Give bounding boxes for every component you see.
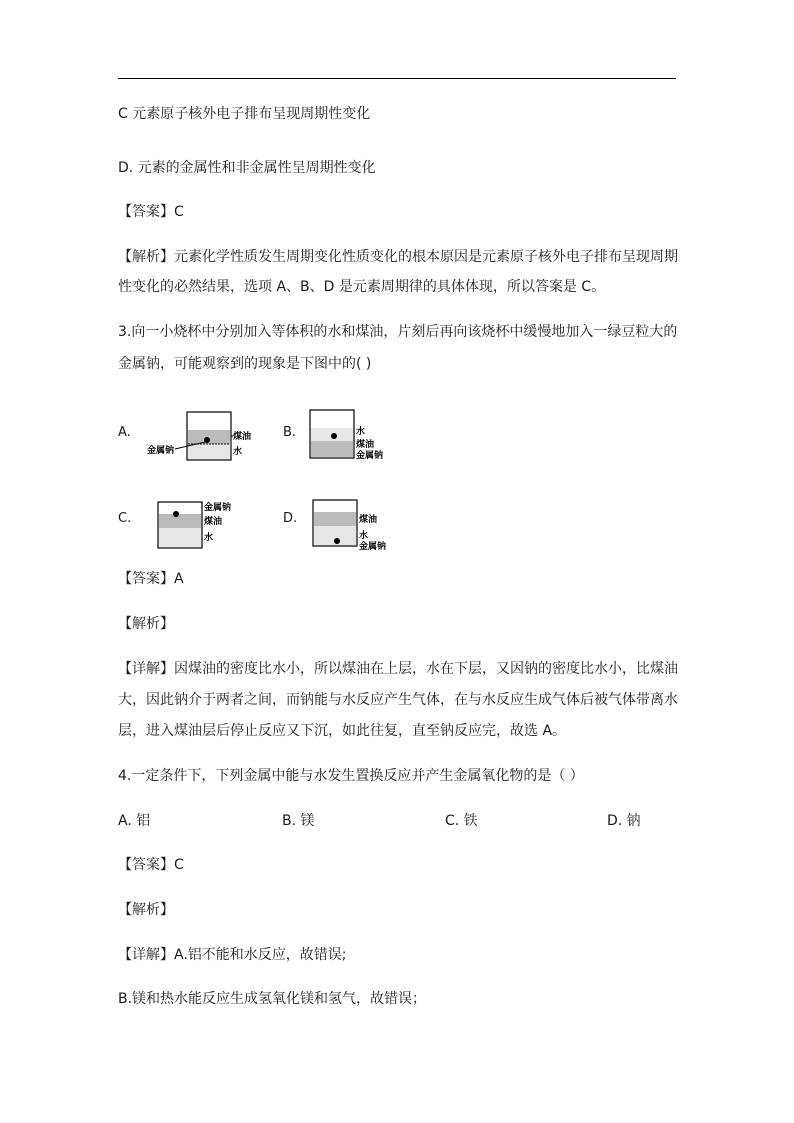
analysis-q2-line1: 【解析】元素化学性质发生周期变化性质变化的根本原因是元素原子核外电子排布呈现周期: [118, 249, 678, 265]
analysis-q3-heading: 【解析】: [118, 616, 174, 632]
beaker-c-label-3: 水: [204, 533, 214, 543]
question-3-line2: 金属钠，可能观察到的现象是下图中的( ): [118, 356, 372, 372]
q3-option-d-label: D.: [283, 511, 298, 526]
beaker-figure-b: [300, 406, 400, 466]
analysis-q2-line2: 性变化的必然结果，选项 A、B、D 是元素周期律的具体体现，所以答案是 C。: [118, 279, 606, 295]
answer-q3: 【答案】A: [118, 571, 184, 587]
answer-q2: 【答案】C: [118, 204, 184, 220]
detail-q4-line2: B.镁和热水能反应生成氢氧化镁和氢气，故错误；: [118, 991, 427, 1007]
beaker-figure-d: [305, 494, 405, 554]
beaker-figure-a: [145, 408, 265, 463]
q3-option-c-label: C.: [118, 511, 132, 526]
detail-q3-line1: 【详解】因煤油的密度比水小，所以煤油在上层，水在下层，又因钠的密度比水小，比煤油: [118, 661, 678, 677]
option-c-text: C 元素原子核外电子排布呈现周期性变化: [118, 106, 371, 122]
q4-option-a: A. 铝: [118, 813, 151, 829]
beaker-a-label-1: 煤油: [233, 432, 252, 442]
header-rule: [118, 78, 676, 79]
q4-option-d: D. 钠: [607, 813, 641, 829]
answer-q4: 【答案】C: [118, 857, 184, 873]
beaker-b-label-1: 水: [356, 427, 366, 437]
beaker-d-label-1: 煤油: [359, 515, 378, 525]
question-3-line1: 3.向一小烧杯中分别加入等体积的水和煤油，片刻后再向该烧杯中缓慢地加入一绿豆粒大的: [118, 324, 678, 340]
beaker-b-label-2: 煤油: [356, 440, 375, 450]
beaker-a-label-2: 金属钠: [147, 446, 175, 456]
beaker-d-label-3: 金属钠: [359, 542, 387, 552]
q3-option-a-label: A.: [118, 425, 131, 440]
question-4: 4.一定条件下，下列金属中能与水发生置换反应并产生金属氧化物的是（ ）: [118, 768, 584, 784]
q3-option-b-label: B.: [283, 425, 297, 440]
beaker-a-label-3: 水: [233, 447, 243, 457]
detail-q4-line1: 【详解】A.铝不能和水反应，故错误;: [118, 947, 347, 963]
beaker-b-label-3: 金属钠: [356, 451, 384, 461]
analysis-q4-heading: 【解析】: [118, 902, 174, 918]
beaker-c-label-1: 金属钠: [204, 503, 232, 513]
option-d-text: D. 元素的金属性和非金属性呈周期性变化: [118, 160, 376, 176]
beaker-d-label-2: 水: [359, 531, 369, 541]
beaker-c-label-2: 煤油: [204, 517, 223, 527]
q4-option-c: C. 铁: [445, 813, 478, 829]
beaker-figure-c: [150, 496, 250, 551]
detail-q3-line3: 层，进入煤油层后停止反应又下沉，如此往复，直至钠反应完，故选 A。: [118, 723, 567, 739]
q4-option-b: B. 镁: [282, 813, 315, 829]
detail-q3-line2: 大，因此钠介于两者之间，而钠能与水反应产生气体，在与水反应生成气体后被气体带离水: [118, 692, 678, 708]
